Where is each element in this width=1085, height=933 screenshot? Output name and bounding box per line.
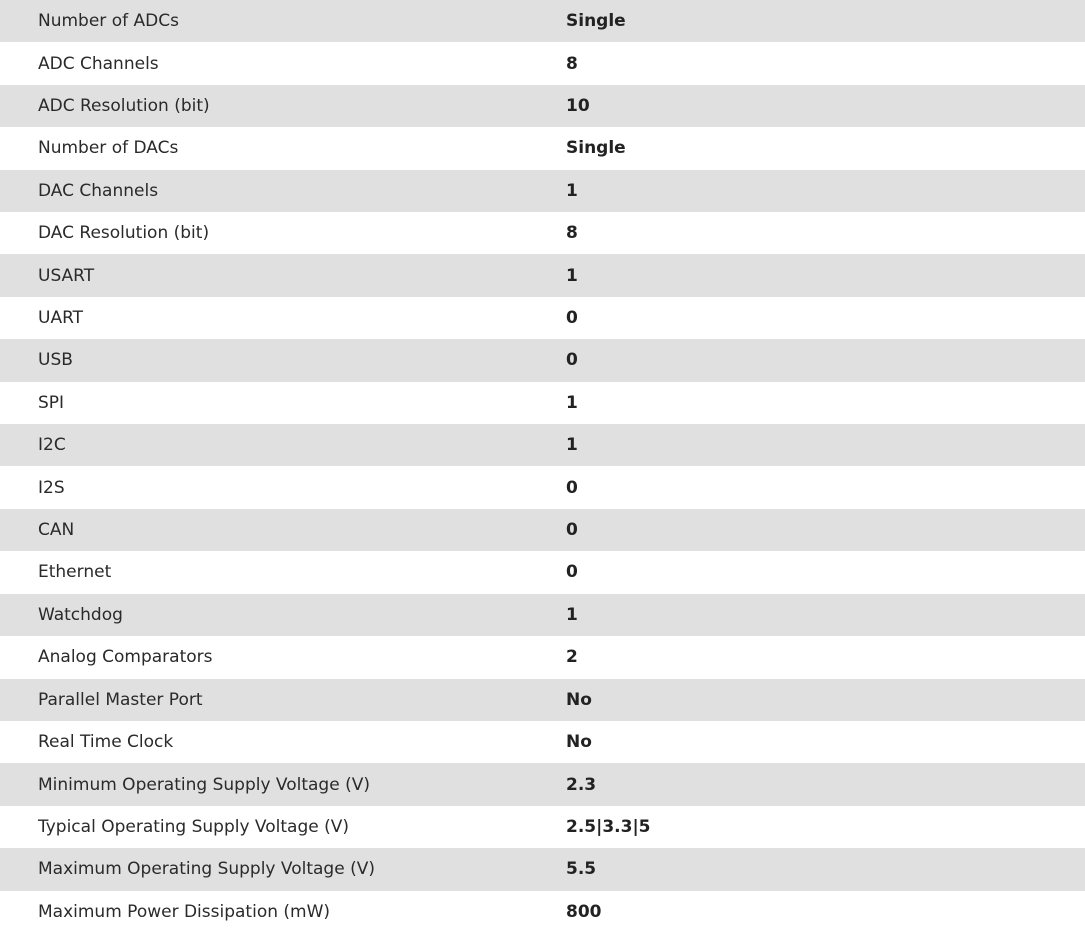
spec-label: I2C <box>38 435 66 456</box>
spec-value: 5.5 <box>566 859 597 880</box>
table-row <box>0 297 1085 339</box>
spec-label: Parallel Master Port <box>38 689 203 710</box>
spec-value: 2.3 <box>566 774 597 795</box>
spec-value: 2.5|3.3|5 <box>566 816 651 837</box>
table-row <box>0 636 1085 678</box>
table-row <box>0 0 1085 42</box>
table-row <box>0 509 1085 551</box>
table-row <box>0 42 1085 84</box>
spec-label: Minimum Operating Supply Voltage (V) <box>38 774 370 795</box>
table-row <box>0 551 1085 593</box>
spec-label: ADC Channels <box>38 53 159 74</box>
spec-value: 0 <box>566 520 578 541</box>
spec-value: Single <box>566 138 626 159</box>
table-row <box>0 594 1085 636</box>
spec-value: 1 <box>566 435 578 456</box>
spec-value: 2 <box>566 647 578 668</box>
spec-value: 800 <box>566 901 602 922</box>
spec-value: 10 <box>566 96 590 117</box>
table-row <box>0 85 1085 127</box>
table-row <box>0 170 1085 212</box>
spec-label: Typical Operating Supply Voltage (V) <box>38 816 349 837</box>
spec-label: Analog Comparators <box>38 647 213 668</box>
table-row <box>0 679 1085 721</box>
table-row <box>0 466 1085 508</box>
spec-value: 1 <box>566 180 578 201</box>
spec-label: Number of DACs <box>38 138 179 159</box>
spec-value: 0 <box>566 562 578 583</box>
spec-label: Real Time Clock <box>38 732 174 753</box>
spec-value: No <box>566 732 592 753</box>
table-row <box>0 891 1085 933</box>
spec-value: 8 <box>566 223 578 244</box>
spec-label: USB <box>38 350 73 371</box>
table-row <box>0 339 1085 381</box>
spec-value: 0 <box>566 308 578 329</box>
table-row <box>0 848 1085 890</box>
spec-label: Maximum Operating Supply Voltage (V) <box>38 859 375 880</box>
spec-value: 1 <box>566 265 578 286</box>
spec-value: 0 <box>566 350 578 371</box>
spec-value: Single <box>566 11 626 32</box>
spec-label: I2S <box>38 477 65 498</box>
spec-label: Maximum Power Dissipation (mW) <box>38 901 331 922</box>
spec-label: CAN <box>38 520 75 541</box>
spec-value: 1 <box>566 604 578 625</box>
table-row <box>0 254 1085 296</box>
table-row <box>0 127 1085 169</box>
table-row <box>0 424 1085 466</box>
spec-label: DAC Channels <box>38 180 159 201</box>
table-row <box>0 212 1085 254</box>
spec-label: DAC Resolution (bit) <box>38 223 210 244</box>
spec-value: 0 <box>566 477 578 498</box>
table-row <box>0 806 1085 848</box>
spec-label: Number of ADCs <box>38 11 179 32</box>
table-row <box>0 721 1085 763</box>
spec-value: 1 <box>566 392 578 413</box>
spec-label: Ethernet <box>38 562 112 583</box>
spec-value: 8 <box>566 53 578 74</box>
spec-label: UART <box>38 308 84 329</box>
table-row <box>0 763 1085 805</box>
spec-label: ADC Resolution (bit) <box>38 96 210 117</box>
spec-label: Watchdog <box>38 604 123 625</box>
spec-label: USART <box>38 265 95 286</box>
spec-value: No <box>566 689 592 710</box>
spec-label: SPI <box>38 392 65 413</box>
table-row <box>0 382 1085 424</box>
